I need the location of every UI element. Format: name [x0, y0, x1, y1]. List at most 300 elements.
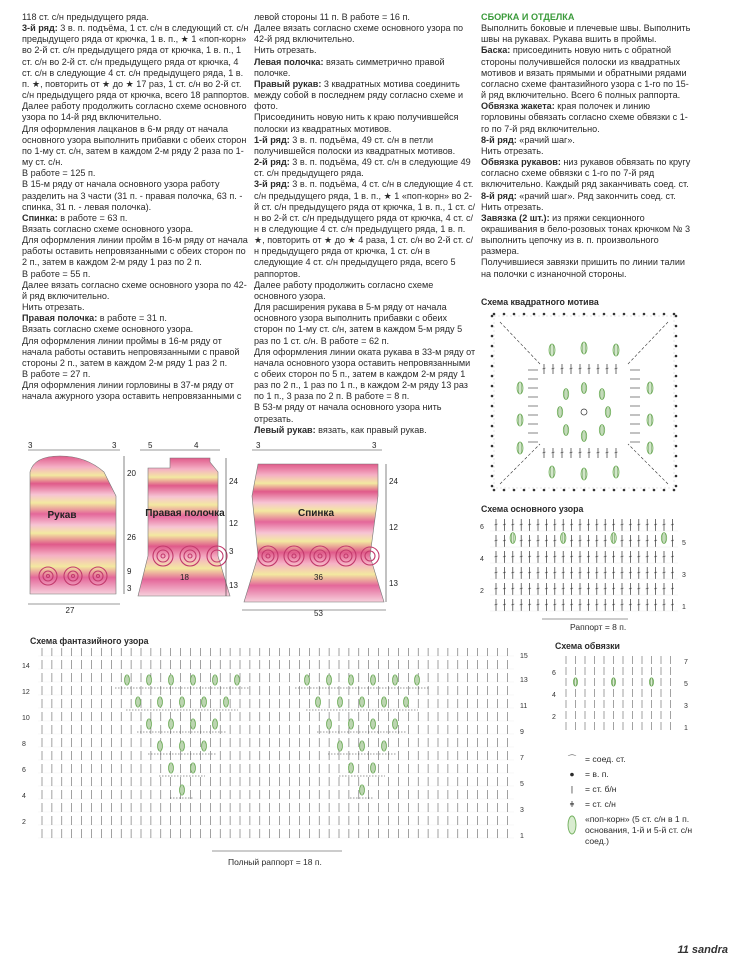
popcorn-symbol — [611, 678, 615, 686]
dim: 27 — [65, 606, 75, 615]
row-number: 9 — [520, 729, 524, 736]
popcorn-symbol — [348, 763, 353, 773]
paragraph — [254, 425, 476, 436]
paragraph-text: 3 в. п. подъёма, 49 ст. с/н в следующие 49 ст. с/н предыдущего ряда. — [254, 157, 471, 179]
paragraph-lead: Левая полочка: — [254, 56, 324, 67]
chain-symbol — [491, 375, 494, 378]
chain-symbol — [623, 489, 626, 492]
popcorn-symbol — [190, 763, 195, 773]
paragraph — [254, 347, 476, 403]
paragraph-text: 3 в. п. подъёма, 49 ст. с/н в петли получившейся полоски из квадратных мотивов. — [254, 134, 456, 156]
paragraph — [254, 302, 476, 347]
paragraph — [22, 101, 250, 123]
popcorn-symbol — [359, 785, 364, 795]
row-number: 10 — [22, 715, 30, 722]
chain-symbol — [491, 315, 494, 318]
paragraph-lead: 3-й ряд: — [254, 179, 290, 190]
paragraph-text: Нить отрезать. — [481, 145, 544, 156]
dim: 20 — [127, 469, 136, 478]
paragraph — [254, 135, 476, 157]
popcorn-symbol — [146, 719, 151, 729]
popcorn-symbol — [510, 533, 515, 544]
chain-symbol — [583, 489, 586, 492]
chain-symbol — [491, 485, 494, 488]
chain-symbol — [491, 355, 494, 358]
paragraph-text: Выполнить боковые и плечевые швы. Выполнить швы на рукавах. Рукава вшить в проймы. — [481, 23, 691, 45]
sleeve-piece — [30, 456, 116, 594]
row-number: 3 — [682, 572, 686, 579]
dim: 24 — [389, 477, 398, 486]
paragraph — [254, 402, 476, 424]
popcorn-symbol — [326, 675, 331, 685]
paragraph — [254, 280, 476, 302]
legend-symbol: | — [570, 784, 574, 794]
chain-symbol — [623, 313, 626, 316]
popcorn-symbol — [414, 675, 419, 685]
paragraph — [22, 313, 250, 324]
paragraph-lead: Баска: — [481, 45, 511, 56]
chain-symbol — [593, 313, 596, 316]
chain-symbol — [673, 489, 676, 492]
legend-text: «поп-корн» (5 ст. с/н в 1 п. основания, 1-й и 5-й ст. с/н соед.) — [585, 814, 693, 846]
row-number: 1 — [520, 833, 524, 840]
chain-symbol — [503, 313, 506, 316]
row-number: 7 — [684, 659, 688, 666]
paragraph — [22, 302, 250, 313]
dim: 18 — [180, 573, 189, 582]
sleeve-label: Рукав — [47, 510, 77, 521]
center-ring — [581, 409, 587, 415]
chain-symbol — [491, 445, 494, 448]
schema-title-main: Схема основного узора — [481, 504, 584, 514]
paragraph-text: 3 в. п. подъёма, 4 ст. с/н в следующие 4 ст. с/н предыдущего ряда, 1 в. п., ★ 1 «поп-корн» во 2-й ст. с/н предыдущего ряда от крючка, 1 в. п., 1 ст. с/н во 2-й ст. с/н предыдущего ряда от крючка, 4 ст. с/н в следующие 4 ст. с/н предыдущего ряда, 1 в. п. ★, повторить от ★ до ★ 4 раза, 1 ст. с/н во 2-й ст. с/н предыдущего ряда от крючка, 1 ст. с/н в следующие 4 ст. с/н предыдущего ряда, всего 5 раппортов. — [254, 179, 476, 279]
popcorn-symbol — [517, 442, 523, 454]
paragraph — [22, 224, 250, 235]
popcorn-symbol — [517, 414, 523, 426]
popcorn-symbol — [337, 697, 342, 707]
popcorn-symbol — [124, 675, 129, 685]
main-pattern-chart — [478, 515, 693, 625]
chain-symbol — [675, 425, 678, 428]
paragraph — [22, 336, 250, 369]
chain-symbol — [491, 415, 494, 418]
popcorn-symbol — [561, 533, 566, 544]
chain-symbol — [603, 489, 606, 492]
paragraph-text: Далее вязать согласно схеме основного узора по 42-й ряд включительно. — [254, 23, 464, 45]
dim: 36 — [314, 573, 323, 582]
paragraph — [22, 124, 250, 169]
paragraph — [481, 257, 693, 279]
popcorn-symbol — [315, 697, 320, 707]
popcorn-symbol — [157, 741, 162, 751]
chain-symbol — [663, 489, 666, 492]
diagonal — [628, 322, 668, 364]
popcorn-symbol — [599, 389, 604, 400]
chain-symbol — [613, 313, 616, 316]
chain-symbol — [513, 313, 516, 316]
row-number: 8 — [22, 741, 26, 748]
paragraph — [481, 146, 693, 157]
paragraph-text: В 53-м ряду от начала основного узора нить отрезать. — [254, 402, 442, 424]
paragraph — [481, 157, 693, 190]
dim: 12 — [229, 519, 238, 528]
popcorn-symbol — [190, 675, 195, 685]
page-number: 11 sandra — [677, 944, 728, 956]
popcorn-symbol — [179, 741, 184, 751]
paragraph — [22, 269, 250, 280]
section-title: СБОРКА И ОТДЕЛКА — [481, 12, 575, 22]
chain-symbol — [491, 425, 494, 428]
dim: 3 — [127, 584, 132, 593]
popcorn-symbol — [304, 675, 309, 685]
legend-symbol: ⌒ — [567, 754, 577, 764]
chain-symbol — [491, 335, 494, 338]
popcorn-symbol — [599, 425, 604, 436]
paragraph-text: В работе = 27 п. — [22, 369, 91, 379]
paragraph-lead: 8-й ряд: — [481, 134, 517, 145]
paragraph-lead: 2-й ряд: — [254, 157, 290, 168]
paragraph — [481, 101, 693, 134]
dim: 24 — [229, 477, 238, 486]
paragraph-text: Получившиеся завязки пришить по линии талии на полочки с изнаночной стороны. — [481, 257, 686, 279]
paragraph-text: вязать, как правый рукав. — [315, 424, 427, 435]
paragraph — [481, 135, 693, 146]
fancy-pattern-chart — [22, 648, 542, 858]
chain-symbol — [643, 313, 646, 316]
legend-item — [565, 784, 695, 795]
text-column-3 — [481, 12, 693, 280]
paragraph-text: Для оформления лацканов в 6-м ряду от начала основного узора выполнить прибавки с обеих сторон по 1-му ст. с/н, затем в каждом 2-м ряду 2 раза по 1-му ст. с/н. — [22, 123, 247, 168]
dim: 4 — [194, 441, 199, 450]
popcorn-symbol — [613, 466, 619, 478]
paragraph-lead: Левый рукав: — [254, 424, 316, 435]
legend-symbol — [565, 814, 579, 847]
paragraph — [254, 45, 476, 56]
row-number: 7 — [520, 755, 524, 762]
paragraph-text: левой стороны 11 п. В работе = 16 п. — [254, 12, 410, 22]
popcorn-symbol — [326, 719, 331, 729]
popcorn-symbol — [649, 678, 653, 686]
paragraph-lead: Обвязка жакета: — [481, 101, 555, 112]
popcorn-symbol — [348, 675, 353, 685]
paragraph-text: Нить отрезать. — [481, 201, 544, 212]
dim: 13 — [389, 579, 398, 588]
popcorn-symbol — [223, 697, 228, 707]
chain-symbol — [593, 489, 596, 492]
paragraph-text: «рачий шаг». Ряд закончить соед. ст. — [516, 190, 676, 201]
paragraph-text: Для оформления линии горловины в 37-м ряду от начала ажурного узора оставить непровязанными с — [22, 380, 242, 402]
paragraph — [254, 112, 476, 134]
chain-symbol — [573, 313, 576, 316]
popcorn-symbol — [234, 675, 239, 685]
rapport-fancy: Полный раппорт = 18 п. — [228, 857, 322, 867]
dim: 9 — [127, 567, 132, 576]
paragraph-text: Для оформления линии пройм в 16-м ряду от начала работы оставить непровязанными с обеих сторон по 2 п., затем в каждом 2-м ряду 1 раз по 2 п. — [22, 235, 248, 268]
paragraph — [481, 213, 693, 258]
popcorn-symbol — [168, 719, 173, 729]
row-number: 2 — [480, 588, 484, 595]
popcorn-symbol — [190, 719, 195, 729]
paragraph-lead: Правая полочка: — [22, 313, 98, 324]
chain-symbol — [633, 489, 636, 492]
chain-symbol — [643, 489, 646, 492]
dim: 3 — [28, 441, 33, 450]
paragraph-text: Далее вязать согласно схеме основного узора по 42-й ряд включительно. — [22, 279, 247, 301]
legend-symbol: ● — [569, 769, 575, 779]
back-label: Спинка — [297, 508, 335, 519]
paragraph-lead: 1-й ряд: — [254, 134, 290, 145]
paragraph-text: Вязать согласно схеме основного узора. — [22, 223, 194, 234]
popcorn-symbol — [661, 533, 666, 544]
chain-symbol — [493, 489, 496, 492]
chain-symbol — [563, 489, 566, 492]
legend-text: = соед. ст. — [585, 754, 626, 764]
row-number: 4 — [480, 556, 484, 563]
legend-symbol: ǂ — [569, 799, 575, 809]
row-number: 11 — [520, 703, 528, 710]
chain-symbol — [675, 355, 678, 358]
popcorn-symbol — [212, 675, 217, 685]
paragraph-lead: Правый рукав: — [254, 78, 322, 89]
chain-symbol — [675, 375, 678, 378]
paragraph — [22, 369, 250, 380]
row-number: 1 — [682, 604, 686, 611]
row-number: 2 — [22, 819, 26, 826]
chain-symbol — [675, 455, 678, 458]
chain-symbol — [523, 489, 526, 492]
popcorn-symbol — [647, 382, 653, 394]
popcorn-symbol — [647, 442, 653, 454]
legend — [565, 754, 695, 851]
popcorn-symbol — [168, 763, 173, 773]
chain-symbol — [675, 395, 678, 398]
chain-symbol — [503, 489, 506, 492]
popcorn-symbol — [392, 719, 397, 729]
popcorn-symbol — [370, 763, 375, 773]
row-number: 3 — [684, 703, 688, 710]
chain-symbol — [491, 345, 494, 348]
text-column-2 — [254, 12, 476, 436]
popcorn-symbol — [168, 675, 173, 685]
row-number: 5 — [520, 781, 524, 788]
dim: 12 — [389, 523, 398, 532]
popcorn-symbol — [581, 383, 586, 394]
paragraph-text: Присоединить новую нить к краю получившейся полоски из квадратных мотивов. — [254, 112, 459, 134]
paragraph-text: Для оформления линии оката рукава в 33-м ряду от начала основного узора оставить непровязанными с обеих сторон по 5 п., затем в каждом 2-м ряду 1 раз по 2 п., 1 раз по 1 п., в каждом 2-м ряду 13 раз по 1 п., 3 раза по 2 п. В работе = 8 п. — [254, 346, 476, 402]
popcorn-symbol — [403, 697, 408, 707]
popcorn-symbol — [370, 719, 375, 729]
popcorn-symbol — [392, 675, 397, 685]
popcorn-symbol — [557, 407, 562, 418]
popcorn-symbol — [179, 785, 184, 795]
chain-symbol — [675, 365, 678, 368]
paragraph — [22, 280, 250, 302]
dim: 3 — [256, 441, 261, 450]
paragraph-text: Нить отрезать. — [22, 302, 85, 313]
legend-item — [565, 754, 695, 765]
popcorn-symbol — [563, 425, 568, 436]
popcorn-symbol — [611, 533, 616, 544]
paragraph-lead: Завязка (2 шт.): — [481, 212, 550, 223]
popcorn-symbol — [549, 344, 555, 356]
paragraph-text: Нить отрезать. — [254, 45, 317, 56]
popcorn-symbol — [348, 719, 353, 729]
chain-symbol — [533, 489, 536, 492]
chain-symbol — [613, 489, 616, 492]
chain-symbol — [675, 405, 678, 408]
chain-symbol — [573, 489, 576, 492]
legend-item — [565, 799, 695, 810]
chain-symbol — [673, 313, 676, 316]
paragraph-text: края полочек и линию горловины обвязать согласно схеме обвязки с 1-го по 7-й ряд включительно. — [481, 101, 688, 134]
row-number: 13 — [520, 677, 528, 684]
paragraph-text: в работе = 63 п. — [57, 212, 128, 223]
paragraph-text: В работе = 125 п. — [22, 168, 96, 179]
row-number: 5 — [684, 681, 688, 688]
paragraph — [22, 213, 250, 224]
legend-text: = ст. с/н — [585, 799, 616, 809]
row-number: 12 — [22, 689, 30, 696]
chain-symbol — [675, 345, 678, 348]
chain-symbol — [491, 455, 494, 458]
chain-symbol — [491, 385, 494, 388]
legend-text: = ст. б/н — [585, 784, 617, 794]
popcorn-symbol — [179, 697, 184, 707]
popcorn-symbol — [381, 741, 386, 751]
row-number: 4 — [22, 793, 26, 800]
chain-symbol — [633, 313, 636, 316]
chain-symbol — [491, 405, 494, 408]
chain-symbol — [491, 365, 494, 368]
paragraph — [254, 12, 476, 23]
popcorn-symbol — [146, 675, 151, 685]
popcorn-symbol — [212, 719, 217, 729]
paragraph — [254, 179, 476, 279]
chain-symbol — [543, 489, 546, 492]
popcorn-symbol — [581, 468, 587, 480]
chain-symbol — [491, 475, 494, 478]
row-number: 2 — [552, 714, 556, 721]
paragraph-text: Для расширения рукава в 5-м ряду от начала основного узора выполнить прибавки с обеих сторон по 1-му ст. с/н, затем в каждом 5-м ряду 5 раз по 1 ст. с/н. В работе = 62 п. — [254, 302, 463, 346]
chain-symbol — [653, 313, 656, 316]
legend-item — [565, 814, 695, 847]
chain-symbol — [603, 313, 606, 316]
popcorn-symbol — [563, 389, 568, 400]
paragraph-text: В работе = 55 п. — [22, 268, 91, 279]
popcorn-symbol — [337, 741, 342, 751]
schema-title-edging: Схема обвязки — [555, 641, 620, 651]
schema-title-fancy: Схема фантазийного узора — [30, 636, 149, 646]
paragraph-text: В 15-м ряду от начала основного узора работу разделить на 3 части (31 п. - правая полочка, 63 п. - спинка, 31 п. - левая полочка). — [22, 179, 243, 212]
chain-symbol — [491, 465, 494, 468]
paragraph — [254, 157, 476, 179]
paragraph — [254, 57, 476, 79]
popcorn-symbol — [647, 414, 653, 426]
popcorn-symbol — [517, 382, 523, 394]
diagonal — [500, 322, 540, 364]
paragraph-text: вязать симметрично правой полочке. — [254, 56, 445, 78]
dim: 53 — [314, 609, 323, 616]
row-number: 5 — [682, 540, 686, 547]
paragraph-text: «рачий шаг». — [516, 134, 575, 145]
chain-symbol — [675, 475, 678, 478]
paragraph — [22, 380, 250, 402]
row-number: 6 — [552, 670, 556, 677]
chain-symbol — [523, 313, 526, 316]
popcorn-symbol — [135, 697, 140, 707]
paragraph-lead: 3-й ряд: — [22, 23, 58, 34]
chain-symbol — [491, 435, 494, 438]
paragraph — [22, 23, 250, 101]
paragraph-text: Далее работу продолжить согласно схеме основного узора. — [254, 279, 434, 301]
chain-symbol — [553, 313, 556, 316]
paragraph-lead: Обвязка рукавов: — [481, 157, 561, 168]
dim: 13 — [229, 581, 238, 590]
chain-symbol — [675, 335, 678, 338]
popcorn-symbol — [605, 407, 610, 418]
paragraph-text: 3 квадратных мотива соединить между собой в последнем ряду согласно схеме и фото. — [254, 78, 464, 112]
dim: 5 — [148, 441, 153, 450]
text-column-1 — [22, 12, 250, 402]
paragraph — [481, 45, 693, 101]
chain-symbol — [675, 415, 678, 418]
chain-symbol — [533, 313, 536, 316]
paragraph-text: низ рукавов обвязать по кругу согласно схеме обвязки с 1-го по 7-й ряд включительно. Каждый ряд заканчивать соед. ст. — [481, 157, 691, 190]
paragraph-lead: Спинка: — [22, 212, 58, 223]
paragraph — [22, 168, 250, 179]
paragraph — [22, 235, 250, 268]
dim: 26 — [127, 533, 136, 542]
row-number: 4 — [552, 692, 556, 699]
chain-symbol — [675, 315, 678, 318]
dim: 3 — [372, 441, 377, 450]
chain-symbol — [543, 313, 546, 316]
dim: 3 — [229, 547, 234, 556]
garment-pieces — [20, 436, 470, 616]
chain-symbol — [675, 435, 678, 438]
popcorn-symbol — [549, 466, 555, 478]
paragraph — [254, 79, 476, 112]
dim: 3 — [112, 441, 117, 450]
popcorn-symbol — [581, 431, 586, 442]
chain-symbol — [491, 395, 494, 398]
chain-symbol — [563, 313, 566, 316]
popcorn-symbol — [359, 741, 364, 751]
chain-symbol — [675, 485, 678, 488]
popcorn-symbol — [581, 342, 587, 354]
paragraph — [22, 324, 250, 335]
paragraph-text: из пряжи секционного окрашивания в бело-розовых тонах крючком № 3 выполнить цепочку из в. п. произвольного размера. — [481, 212, 691, 257]
chain-symbol — [675, 465, 678, 468]
chain-symbol — [513, 489, 516, 492]
popcorn-symbol — [359, 697, 364, 707]
popcorn-symbol — [201, 697, 206, 707]
paragraph-text: 118 ст. с/н предыдущего ряда. — [22, 12, 149, 22]
chain-symbol — [653, 489, 656, 492]
paragraph-text: Вязать согласно схеме основного узора. — [22, 324, 194, 335]
row-number: 14 — [22, 663, 30, 670]
paragraph-text: Далее работу продолжить согласно схеме основного узора по 14-й ряд включительно. — [22, 101, 247, 123]
paragraph — [481, 202, 693, 213]
paragraph — [22, 12, 250, 23]
paragraph — [22, 179, 250, 212]
legend-item — [565, 769, 695, 780]
paragraph-lead: 8-й ряд: — [481, 190, 517, 201]
chain-symbol — [675, 385, 678, 388]
chain-symbol — [493, 313, 496, 316]
chain-symbol — [675, 445, 678, 448]
paragraph-text: в работе = 31 п. — [97, 313, 167, 324]
